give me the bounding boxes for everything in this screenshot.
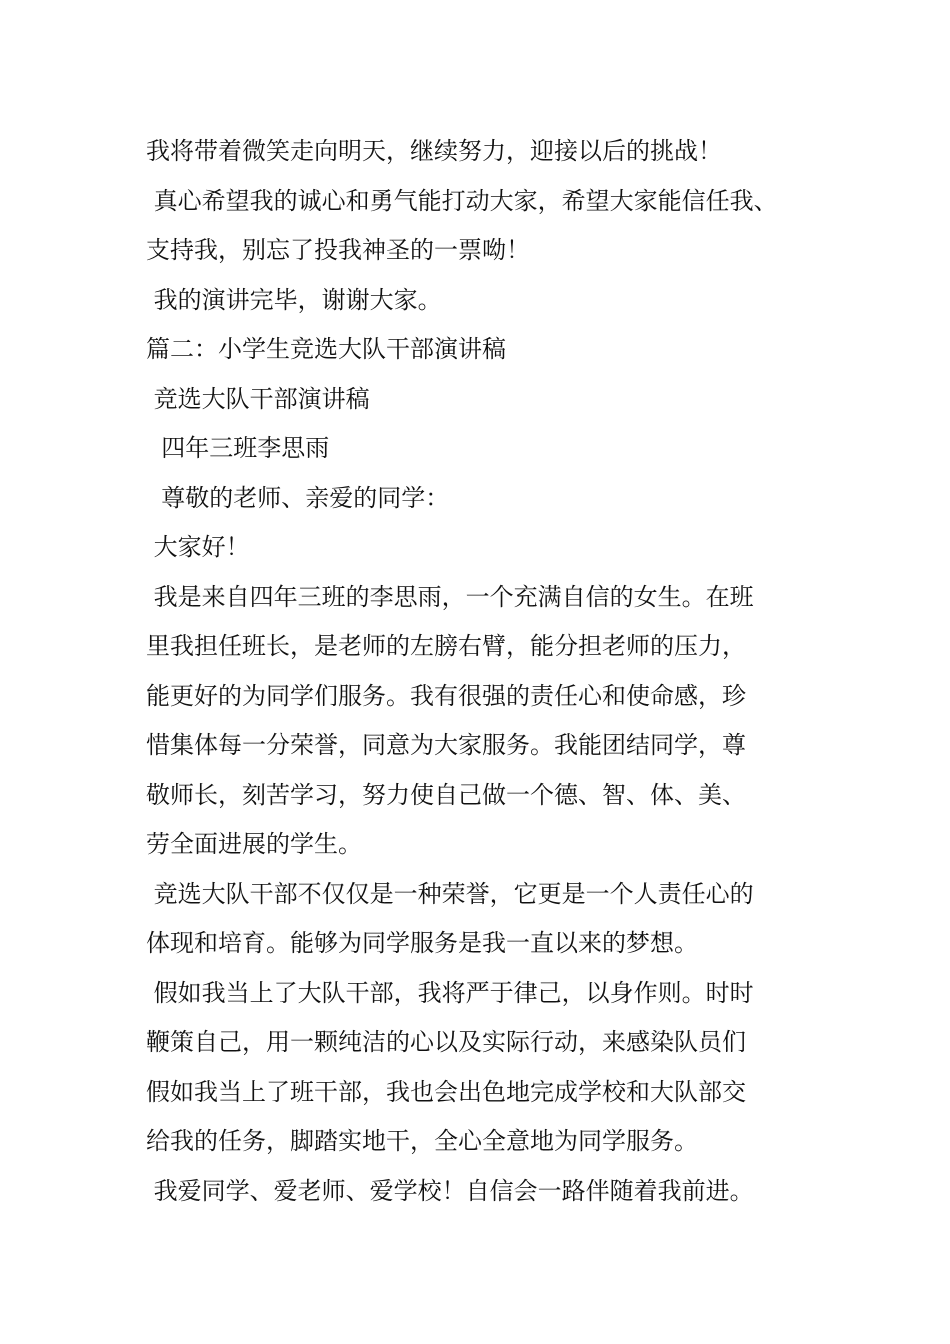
text-line: 劳全面进展的学生。 (146, 830, 362, 858)
speech-title: 竞选大队干部演讲稿 (146, 384, 370, 413)
text-line: 假如我当上了大队干部，我将严于律己，以身作则。时时 (146, 978, 754, 1007)
salutation: 尊敬的老师、亲爱的同学： (146, 483, 450, 512)
text-line: 假如我当上了班干部，我也会出色地完成学校和大队部交 (146, 1077, 746, 1106)
text-line: 我爱同学、爱老师、爱学校！自信会一路伴随着我前进。 (146, 1176, 754, 1205)
text-line: 里我担任班长，是老师的左膀右臂，能分担老师的压力， (146, 632, 746, 660)
section-heading: 篇二：小学生竞选大队干部演讲稿 (146, 335, 506, 363)
document-body (146, 127, 846, 1216)
text-line: 支持我，别忘了投我神圣的一票呦！ (146, 236, 530, 264)
text-line: 鞭策自己，用一颗纯洁的心以及实际行动，来感染队员们 (146, 1028, 746, 1056)
text-line: 真心希望我的诚心和勇气能打动大家，希望大家能信任我、 (146, 186, 778, 215)
text-line: 给我的任务，脚踏实地干，全心全意地为同学服务。 (146, 1127, 698, 1155)
text-line: 惜集体每一分荣誉，同意为大家服务。我能团结同学，尊 (146, 731, 746, 759)
speaker-name: 四年三班李思雨 (146, 434, 330, 462)
text-line: 体现和培育。能够为同学服务是我一直以来的梦想。 (146, 929, 698, 957)
text-line: 我是来自四年三班的李思雨，一个充满自信的女生。在班 (146, 582, 754, 611)
text-line: 我将带着微笑走向明天，继续努力，迎接以后的挑战！ (146, 137, 722, 165)
text-line: 竞选大队干部不仅仅是一种荣誉，它更是一个人责任心的 (146, 879, 754, 908)
text-line: 能更好的为同学们服务。我有很强的责任心和使命感，珍 (146, 681, 746, 710)
text-line: 我的演讲完毕，谢谢大家。 (146, 285, 442, 314)
greeting: 大家好！ (146, 533, 250, 561)
text-line: 敬师长，刻苦学习，努力使自己做一个德、智、体、美、 (146, 780, 746, 809)
